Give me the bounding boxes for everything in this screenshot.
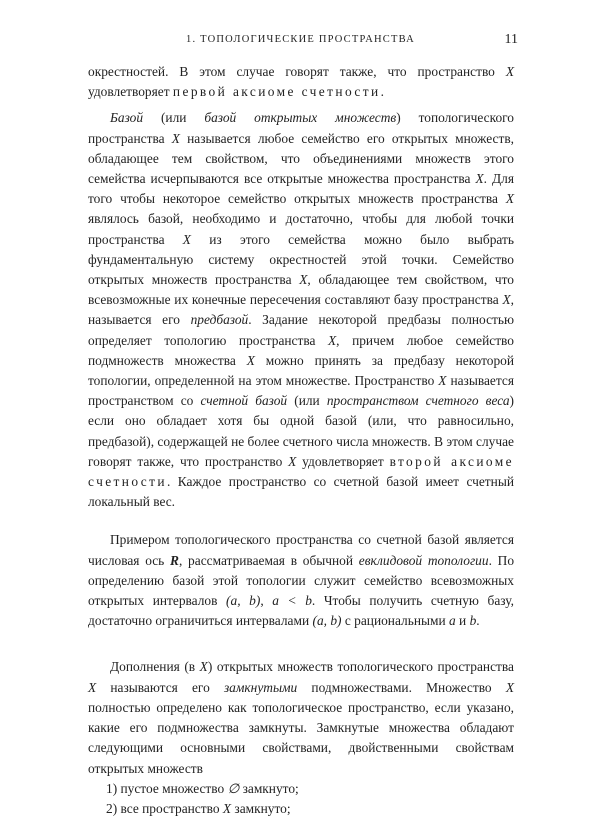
real-line-symbol: R (170, 552, 179, 568)
paragraph-2: Базой (или базой открытых множеств) топологического пространства X называется любое семейство его открытых множеств, обладающее тем свойством, что объединениями множеств этого семейства исчерпываются все открытые множества пространства X. Для того чтобы некоторое семейство открытых множеств пространства X являлось базой, необходимо и достаточно, чтобы для любой точки пространства X из этого семейства можно было выбрать фундаментальную систему окрестностей этой точки. Семейство открытых множеств пространства X, обладающее тем свойством, что всевозможные их конечные пересечения составляют базу пространства X, называется его предбазой. Задание некоторой предбазы полностью определяет топологию пространства X, причем любое семейство подмножеств множества X можно принять за предбазу некоторой топологии, определенной на этом множестве. Пространство X называется пространством со счетной базой (или пространством счетного веса) если оно обладает хотя бы одной базой (или, что равносильно, предбазой), содержащей не более счетного числа множеств. В этом случае говорят также, что пространство X удовлетворяет второй аксиоме счетности. Каждое пространство со счетной базой имеет счетный локальный вес. (88, 110, 515, 510)
page-number: 11 (504, 32, 518, 47)
running-title: 1. ТОПОЛОГИЧЕСКИЕ ПРОСТРАНСТВА (186, 34, 415, 45)
first-axiom-term: первой аксиоме счетности (172, 84, 381, 100)
paragraph-4: Дополнения (в X) открытых множеств топологического пространства X называются его замкнутыми подмножествами. Множество X полностью определено как топологическое пространство, если указано, какие его подмножества замкнуты. Замкнутые множества обладают следующими основными свойствами, двойственными свойствам открытых множеств (88, 659, 514, 776)
term-closed: замкнутыми (223, 679, 298, 695)
term-base: Базой (110, 110, 144, 126)
empty-set-symbol: ∅ (227, 780, 240, 796)
paragraph-3: Примером топологического пространства со счетной базой является числовая ось R, рассматриваемая в обычной евклидовой топологии. По определению базой этой топологии служит семейство всевозможных открытых интервалов (a, b), a < b. Чтобы получить счетную базу, достаточно ограничиться интервалами (a, b) с рациональными a и b. (88, 532, 515, 629)
page-body (88, 62, 514, 819)
running-header (86, 32, 518, 52)
term-countable-weight: пространством счетного веса (326, 393, 510, 409)
second-axiom-term: второй аксиоме счетности (88, 453, 514, 490)
term-base-open-sets: базой открытых множеств (204, 110, 397, 126)
term-countable-base: счетной базой (200, 393, 288, 409)
paragraph-1: окрестностей. В этом случае говорят также, что пространство X удовлетворяет первой аксиоме счетности. (88, 64, 514, 100)
term-prebase: предбазой (190, 312, 249, 328)
term-euclidean-topology: евклидовой топологии (358, 552, 489, 568)
list-item: 1) пустое множество ∅ замкнуто; (106, 780, 299, 796)
list-item: 2) все пространство X замкнуто; (106, 800, 291, 816)
